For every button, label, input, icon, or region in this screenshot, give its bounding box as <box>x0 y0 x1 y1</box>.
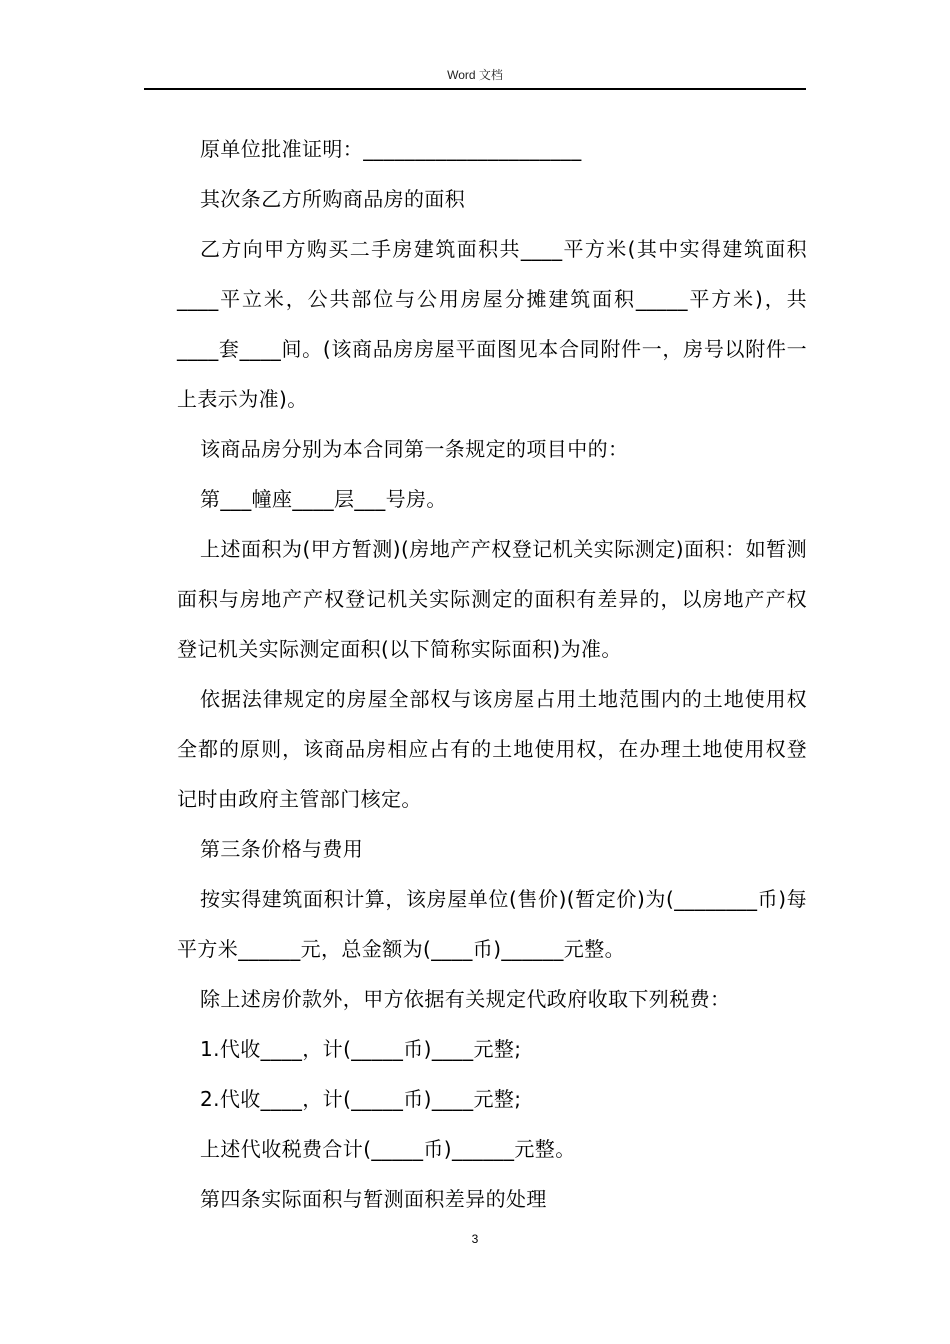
paragraph-approval-cert: 原单位批准证明：_____________________ <box>200 137 582 161</box>
paragraph-land-use-right: 依据法律规定的房屋全部权与该房屋占用土地范围内的土地使用权全都的原则，该商品房相应占有的土地使用权，在办理土地使用权登记时由政府主管部门核定。 <box>177 687 807 811</box>
page-number: 3 <box>471 1232 479 1246</box>
paragraph-article3-heading: 第三条价格与费用 <box>200 837 364 861</box>
header-rule <box>144 88 806 90</box>
paragraph-area-purchase: 乙方向甲方购买二手房建筑面积共____平方米(其中实得建筑面积____平立米，公共部位与公用房屋分摊建筑面积_____平方米)，共____套____间。(该商品房房屋平面图见本合同附件一，房号以附件一上表示为准)。 <box>177 237 807 411</box>
paragraph-room-number: 第___幢座____层___号房。 <box>200 487 447 511</box>
paragraph-taxes-intro: 除上述房价款外，甲方依据有关规定代政府收取下列税费： <box>200 987 731 1011</box>
paragraph-tax-total: 上述代收税费合计(_____币)______元整。 <box>200 1137 576 1161</box>
paragraph-article4-heading: 第四条实际面积与暂测面积差异的处理 <box>200 1187 547 1211</box>
paragraph-article2-heading: 其次条乙方所购商品房的面积 <box>200 187 466 211</box>
paragraph-unit-price: 按实得建筑面积计算，该房屋单位(售价)(暂定价)为(________币)每平方米______元，总金额为(____币)______元整。 <box>177 887 807 961</box>
paragraph-tax-item-2: 2.代收____，计(_____币)____元整; <box>200 1087 522 1111</box>
paragraph-tax-item-1: 1.代收____，计(_____币)____元整; <box>200 1037 522 1061</box>
page-header: Word 文档 <box>447 68 503 82</box>
document-body <box>177 124 807 1224</box>
paragraph-project-items: 该商品房分别为本合同第一条规定的项目中的： <box>200 437 629 461</box>
paragraph-area-measurement: 上述面积为(甲方暂测)(房地产产权登记机关实际测定)面积：如暂测面积与房地产产权登记机关实际测定的面积有差异的，以房地产产权登记机关实际测定面积(以下简称实际面积)为准。 <box>177 537 807 661</box>
